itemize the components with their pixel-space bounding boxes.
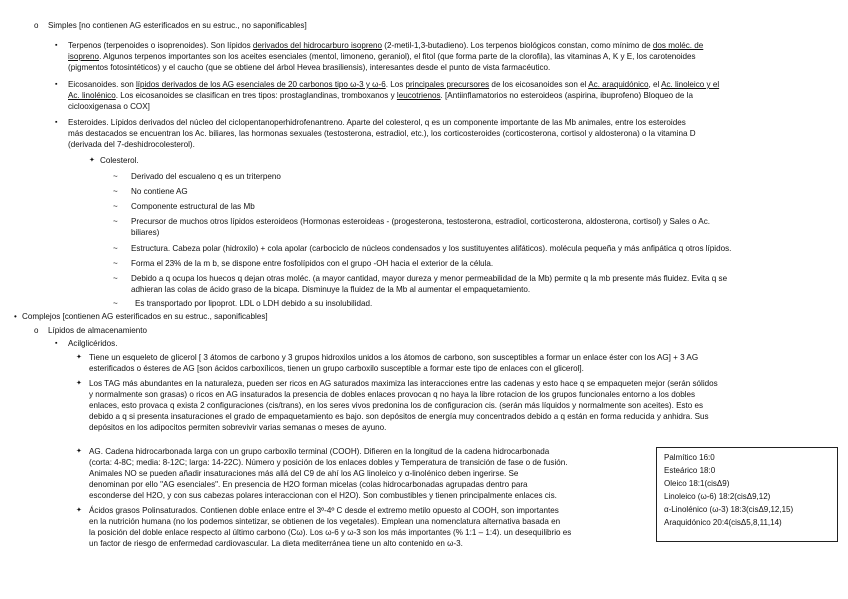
colesterol-item: Componente estructural de las Mb bbox=[131, 202, 255, 211]
colesterol-item: Estructura. Cabeza polar (hidroxilo) + cola apolar (carbociclo de núcleos condensados y los sustituyentes alifáticos). molécula pequeña y más anfipática q otros lípidos. bbox=[131, 244, 732, 253]
text: Eicosanoides. son bbox=[68, 80, 136, 89]
text: de los eicosanoides son el bbox=[489, 80, 589, 89]
bullet-star: ✦ bbox=[89, 157, 95, 164]
bullet-square: ▪ bbox=[55, 42, 58, 49]
polinsaturados-line: Ácidos grasos Polinsaturados. Contienen doble enlace entre el 3º-4º C desde el extremo metilo opuesto al COOH, son importantes bbox=[89, 506, 559, 515]
term-isopreno-2: isopreno bbox=[68, 52, 100, 61]
text: . Los bbox=[385, 80, 406, 89]
terpenos-line-3: (pigmentos fotosintéticos) y el caucho (que se obtiene del árbol Hevea brasiliensis), interesantes desde el punto de vista farmacéutico. bbox=[68, 63, 551, 72]
text: (2-metil-1,3-butadieno). Los terpenos biológicos constan, como mínimo de bbox=[382, 41, 653, 50]
tag-line: Los TAG más abundantes en la naturaleza, pueden ser ricos en AG saturados maximiza las interacciones entre las cadenas y esto hace q se empaqueten mejor (serán sólidos bbox=[89, 379, 718, 388]
colesterol-item-cont: adhieran las colas de ácido graso de la bicapa. Disminuye la fluidez de la Mb al aumentar el empaquetamiento. bbox=[131, 285, 531, 294]
bullet-dot: • bbox=[14, 312, 17, 321]
term-precursores: principales precursores bbox=[405, 80, 490, 89]
text: . [Antiinflamatorios no esteroideos (aspirina, ibuprofeno) Bloqueo de la bbox=[440, 91, 693, 100]
ag-line: AG. Cadena hidrocarbonada larga con un grupo carboxilo terminal (COOH). Difieren en la longitud de la cadena hidrocarbonada bbox=[89, 447, 550, 456]
bullet-star: ✦ bbox=[76, 507, 82, 514]
terpenos-line-1 bbox=[68, 40, 703, 51]
ag-line: (corta: 4-8C; media: 8-12C; larga: 14-22C). Número y posición de los enlaces dobles y Temperatura de transición de fase o de fusión. bbox=[89, 458, 568, 467]
bullet-tilde: ~ bbox=[113, 299, 118, 308]
acilgliceridos-heading: Acilglicéridos. bbox=[68, 339, 118, 348]
text: Terpenos (terpenoides o isoprenoides). Son lípidos bbox=[68, 41, 253, 50]
bullet-star: ✦ bbox=[76, 380, 82, 387]
tag-line: y normalmente son grasas) o ricos en AG insaturados la presencia de dobles enlaces provocan q no haya la libre rotacion de los grupos funcionales entorno a los dobles bbox=[89, 390, 696, 399]
ag-line: Animales NO se pueden añadir insaturaciones más allá del C9 de ahí los AG linoleico y α-linolénico deben ingerirse. Se bbox=[89, 469, 519, 478]
fatty-acid-entry: Araquidónico 20:4(cisΔ5,8,11,14) bbox=[664, 518, 782, 527]
eicosanoides-line-2 bbox=[68, 90, 693, 101]
text: . Los eicosanoides se clasifican en tres tipos: prostaglandinas, tromboxanos y bbox=[115, 91, 397, 100]
bullet-o: o bbox=[34, 326, 39, 335]
bullet-tilde: ~ bbox=[113, 274, 118, 283]
complejos-heading: Complejos [contienen AG esterificados en su estruc., saponificables] bbox=[22, 312, 268, 321]
fatty-acid-entry: Linoleico (ω-6) 18:2(cisΔ9,12) bbox=[664, 492, 771, 501]
fatty-acid-entry: α-Linolénico (ω-3) 18:3(cisΔ9,12,15) bbox=[664, 505, 794, 514]
colesterol-item: Precursor de muchos otros lípidos esteroideos (Hormonas esteroideas - (progesterona, testosterona, estradiol, corticosterona, aldosterona, cortisol) y Sales o Ac. bbox=[131, 217, 710, 226]
ag-line: esconderse del H2O, y con sus cabezas polares interaccionan con el H2O). Son combustibles y tienen principalmente enlaces cis. bbox=[89, 491, 557, 500]
term-lipidos-derivados: lípidos derivados de los AG esenciales de 20 carbonos tipo ω-3 y ω-6 bbox=[135, 80, 386, 89]
colesterol-item: Debido a q ocupa los huecos q dejan otras moléc. (a mayor cantidad, mayor dureza y menor permeabilidad de la Mb) permite q la mb presente más fluidez. Evita q se bbox=[131, 274, 728, 283]
term-linolenico: Ac. linolénico bbox=[68, 91, 116, 100]
colesterol-item: No contiene AG bbox=[131, 187, 188, 196]
eicosanoides-line-3: ciclooxigenasa o COX] bbox=[68, 102, 150, 111]
bullet-tilde: ~ bbox=[113, 202, 118, 211]
glicerol-line: esterificados o ésteres de AG [son ácidos carboxílicos, tienen un grupo carboxilo susceptible a formar este tipo de enlaces con el glicerol]. bbox=[89, 364, 584, 373]
tag-line: enlaces, esto provaca q exista 2 configuraciones (cis/trans), en los seres vivos predonina los de configuracion cis. (serán más líquidos y normalmente son aceites). Esto es bbox=[89, 401, 704, 410]
term-isopreno: derivados del hidrocarburo isopreno bbox=[252, 41, 383, 50]
fatty-acids-box bbox=[656, 447, 838, 542]
bullet-tilde: ~ bbox=[113, 187, 118, 196]
bullet-tilde: ~ bbox=[113, 172, 118, 181]
colesterol-item: Forma el 23% de la m b, se dispone entre fosfolípidos con el grupo -OH hacia el exterior de la célula. bbox=[131, 259, 494, 268]
colesterol-item-cont: biliares) bbox=[131, 228, 160, 237]
term-dos-molec: dos moléc. de bbox=[652, 41, 704, 50]
tag-line: depósitos en los adipocitos permiten sobrevivir varias semanas o meses de ayuno. bbox=[89, 423, 387, 432]
text: . Algunos terpenos importantes son los aceites esenciales (mentol, limoneno, geraniol), el fitol (que forma parte de la clorofila), las vitaminas A, K y E, los carotenoides bbox=[99, 52, 696, 61]
bullet-star: ✦ bbox=[76, 448, 82, 455]
esteroides-line-2: más destacados se encuentran los Ac. biliares, las hormonas sexuales (testosterona, estradiol, etc.), los corticosteroides (corticosterona, cortisol y aldosterona) o la vitamina D bbox=[68, 129, 696, 138]
colesterol-item: Derivado del escualeno q es un triterpeno bbox=[131, 172, 281, 181]
bullet-tilde: ~ bbox=[113, 217, 118, 226]
term-linoleico: Ac. linoleico y el bbox=[661, 80, 720, 89]
term-araquidonico: Ac. araquidónico bbox=[588, 80, 649, 89]
tag-line: debido a q si presenta insaturaciones el grado de empaquetamiento es bajo. son depósitos de energía muy concentrados debido a q están en forma reducida y anhidra. Sus bbox=[89, 412, 709, 421]
almacenamiento-heading: Lípidos de almacenamiento bbox=[48, 326, 147, 335]
bullet-tilde: ~ bbox=[113, 244, 118, 253]
bullet-square: ▪ bbox=[55, 119, 58, 126]
bullet-star: ✦ bbox=[76, 354, 82, 361]
terpenos-line-2 bbox=[68, 51, 696, 62]
simples-heading: Simples [no contienen AG esterificados en su estruc., no saponificables] bbox=[48, 21, 307, 30]
bullet-tilde: ~ bbox=[113, 259, 118, 268]
term-leucotrienos: leucotrienos bbox=[396, 91, 441, 100]
polinsaturados-line: en la nutrición humana (no los podemos sintetizar, se obtienen de los vegetales). Emplean una nomenclatura alternativa basada en bbox=[89, 517, 561, 526]
fatty-acid-entry: Oleico 18:1(cisΔ9) bbox=[664, 479, 730, 488]
polinsaturados-line: la posición del doble enlace respecto al último carbono (Cω). Los ω-6 y ω-3 son los más importantes (% 1:1 – 1:4). un desequilibrio es bbox=[89, 528, 572, 537]
esteroides-line-3: (derivada del 7-deshidrocolesterol). bbox=[68, 140, 195, 149]
ag-line: denominan por ello "AG esenciales". En presencia de H2O forman micelas (colas hidrocarbonadas agrupadas dentro para bbox=[89, 480, 528, 489]
bullet-square: ▪ bbox=[55, 81, 58, 88]
bullet-square: ▪ bbox=[55, 340, 58, 347]
polinsaturados-line: un factor de riesgo de enfermedad cardiovascular. La dieta mediterránea tiene un alto contenido en ω-3. bbox=[89, 539, 463, 548]
fatty-acid-entry: Esteárico 18:0 bbox=[664, 466, 716, 475]
bullet-o: o bbox=[34, 21, 39, 30]
fatty-acid-entry: Palmítico 16:0 bbox=[664, 453, 715, 462]
esteroides-line-1: Esteroides. Lípidos derivados del núcleo del ciclopentanoperhidrofenantreno. Aparte del colesterol, q es un componente importante de las Mb animales, entre los esteroides bbox=[68, 118, 686, 127]
glicerol-line: Tiene un esqueleto de glicerol [ 3 átomos de carbono y 3 grupos hidroxilos unidos a los átomos de carbono, son susceptibles a formar un enlace éster con los AG] + 3 AG bbox=[89, 353, 699, 362]
colesterol-item: Es transportado por lipoprot. LDL o LDH debido a su insolubilidad. bbox=[135, 299, 373, 308]
eicosanoides-line-1 bbox=[68, 79, 719, 90]
text: , el bbox=[648, 80, 662, 89]
colesterol-label: Colesterol. bbox=[100, 156, 139, 165]
